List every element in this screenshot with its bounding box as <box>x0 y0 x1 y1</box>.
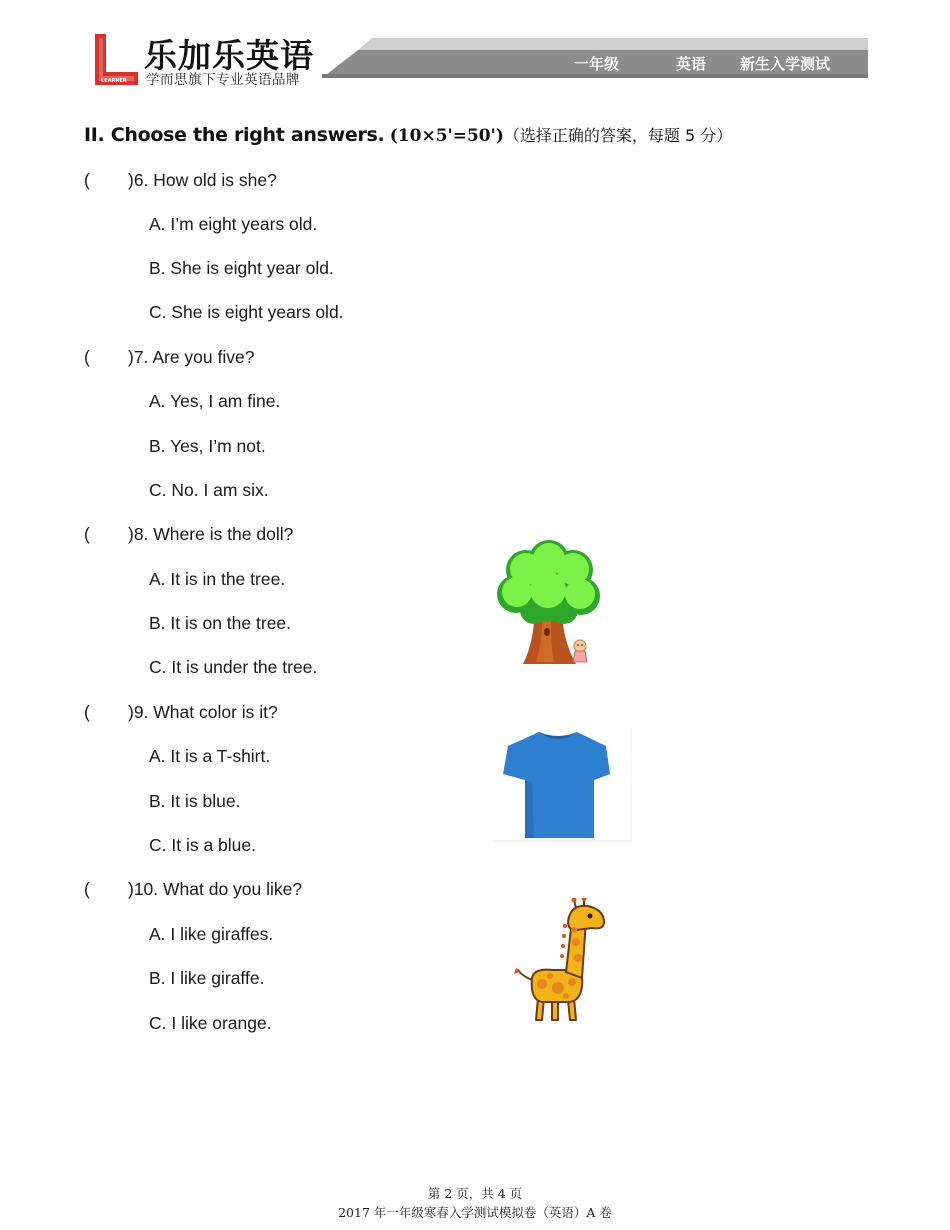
svg-text:LEARNER: LEARNER <box>101 78 127 84</box>
question-text: )8. Where is the doll? <box>128 524 294 544</box>
option-6a: A. I’m eight years old. <box>149 214 318 234</box>
option-9a: A. It is a T-shirt. <box>149 746 271 766</box>
answer-blank[interactable]: ( <box>84 524 90 544</box>
answer-blank[interactable]: ( <box>84 702 90 722</box>
option-6c: C. She is eight years old. <box>149 302 344 322</box>
option-8b: B. It is on the tree. <box>149 613 292 633</box>
tree-with-doll-image <box>496 540 602 666</box>
option-10c: C. I like orange. <box>149 1013 272 1033</box>
answer-blank[interactable]: ( <box>84 879 90 899</box>
giraffe-image <box>512 898 612 1024</box>
option-9b: B. It is blue. <box>149 791 241 811</box>
section-score: (10×5'=50') <box>389 126 504 146</box>
option-7c: C. No. I am six. <box>149 480 269 500</box>
option-8a: A. It is in the tree. <box>149 569 286 589</box>
option-9c: C. It is a blue. <box>149 835 256 855</box>
blue-tshirt-image <box>494 728 632 842</box>
option-10b: B. I like giraffe. <box>149 968 265 988</box>
section-note: （选择正确的答案，每题 5 分） <box>503 126 733 145</box>
option-7b: B. Yes, I’m not. <box>149 436 266 456</box>
option-7a: A. Yes, I am fine. <box>149 391 281 411</box>
question-text: )10. What do you like? <box>128 879 303 899</box>
answer-blank[interactable]: ( <box>84 170 90 190</box>
brand-logo <box>92 30 322 88</box>
section-title-en: II. Choose the right answers. <box>84 124 385 146</box>
answer-blank[interactable]: ( <box>84 347 90 367</box>
option-6b: B. She is eight year old. <box>149 258 334 278</box>
question-text: )7. Are you five? <box>128 347 255 367</box>
section-title <box>84 123 732 147</box>
option-10a: A. I like giraffes. <box>149 924 274 944</box>
header-grade: 一年级 <box>574 55 620 73</box>
exam-title: 2017 年一年级寒春入学测试模拟卷（英语）A 卷 <box>338 1205 612 1220</box>
brand-slogan: 学而思旗下专业英语品牌 <box>146 72 300 88</box>
page-number: 第 2 页，共 4 页 <box>427 1186 523 1201</box>
header-test-name: 新生入学测试 <box>740 55 831 73</box>
question-text: )6. How old is she? <box>128 170 277 190</box>
brand-name: 乐加乐英语 <box>144 36 314 75</box>
header-subject: 英语 <box>676 55 707 73</box>
logo-l-mark-icon <box>92 32 140 86</box>
question-text: )9. What color is it? <box>128 702 278 722</box>
option-8c: C. It is under the tree. <box>149 657 318 677</box>
